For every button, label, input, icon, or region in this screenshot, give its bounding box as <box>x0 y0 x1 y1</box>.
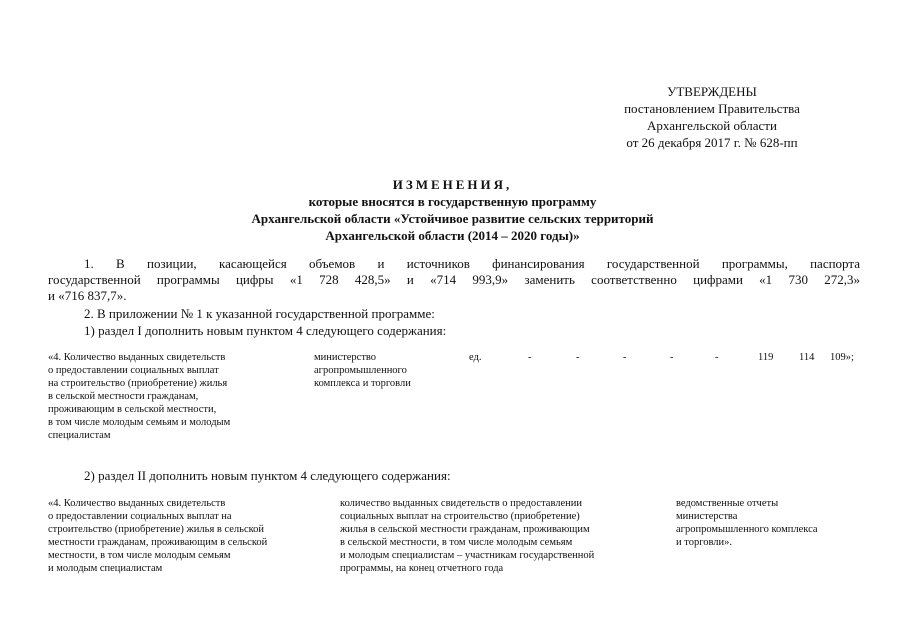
table-cell-line: о предоставлении социальных выплат <box>48 365 219 376</box>
approval-title: УТВЕРЖДЕНЫ <box>667 84 757 99</box>
table-cell-line: агропромышленного комплекса <box>676 524 818 535</box>
table-cell-line: министерство <box>314 352 377 363</box>
table2-method <box>340 497 594 575</box>
table1-value: - <box>623 352 627 363</box>
document-title <box>0 176 905 244</box>
title-heading: ИЗМЕНЕНИЯ, <box>392 177 513 192</box>
table-cell-line: и молодым специалистам – участникам государственной <box>340 550 595 561</box>
table1-indicator <box>48 351 230 442</box>
title-line: Архангельской области «Устойчивое развитие сельских территорий <box>251 211 654 226</box>
table1-value: 119 <box>758 352 774 363</box>
table-cell-line: проживающим в сельской местности, <box>48 404 217 415</box>
table-cell-line: в сельской местности, в том числе молодым семьям <box>340 537 573 548</box>
table-cell-line: строительство (приобретение) жилья в сельской <box>48 524 265 535</box>
paragraph-2: 2. В приложении № 1 к указанной государственной программе: <box>84 306 435 321</box>
paragraph-line: 1. В позиции, касающейся объемов и источников финансирования государственной программы, паспорта <box>84 256 860 271</box>
table1-value: - <box>670 352 674 363</box>
table1-unit: ед. <box>469 352 482 363</box>
table1-value: 109»; <box>830 352 854 363</box>
approval-date: от 26 декабря 2017 г. № 628-пп <box>626 135 798 150</box>
table-cell-line: и молодым специалистам <box>48 563 163 574</box>
table2-source <box>676 497 818 549</box>
table-cell-line: специалистам <box>48 430 111 441</box>
paragraph-4: 2) раздел II дополнить новым пунктом 4 следующего содержания: <box>84 468 451 483</box>
title-line: Архангельской области (2014 – 2020 годы)» <box>325 228 580 243</box>
table-cell-line: «4. Количество выданных свидетельств <box>48 352 226 363</box>
paragraph-line: и «716 837,7». <box>48 288 127 303</box>
table1-value: 114 <box>799 352 815 363</box>
table1-value: - <box>715 352 719 363</box>
table1-executor <box>314 351 411 390</box>
table-cell-line: местности гражданам, проживающим в сельской <box>48 537 268 548</box>
paragraph-3: 1) раздел I дополнить новым пунктом 4 следующего содержания: <box>84 323 447 338</box>
table-cell-line: ведомственные отчеты <box>676 498 779 509</box>
paragraph-1 <box>48 256 860 304</box>
table-cell-line: местности, в том числе молодым семьям <box>48 550 231 561</box>
table-cell-line: программы, на конец отчетного года <box>340 563 504 574</box>
table-cell-line: «4. Количество выданных свидетельств <box>48 498 226 509</box>
approval-line: Архангельской области <box>647 118 777 133</box>
table-cell-line: комплекса и торговли <box>314 378 411 389</box>
table-cell-line: и торговли». <box>676 537 733 548</box>
table1-value: - <box>528 352 532 363</box>
table1-value: - <box>576 352 580 363</box>
table-cell-line: количество выданных свидетельств о предоставлении <box>340 498 583 509</box>
table-cell-line: социальных выплат на строительство (приобретение) <box>340 511 580 522</box>
table-cell-line: в сельской местности гражданам, <box>48 391 199 402</box>
table-cell-line: агропромышленного <box>314 365 407 376</box>
paragraph-line: государственной программы цифры «1 728 428,5» и «714 993,9» заменить соответственно цифрами «1 730 272,3» <box>48 272 860 287</box>
approval-line: постановлением Правительства <box>624 101 800 116</box>
title-line: которые вносятся в государственную программу <box>308 194 597 209</box>
table2-indicator <box>48 497 267 575</box>
table-cell-line: на строительство (приобретение) жилья <box>48 378 228 389</box>
table-cell-line: в том числе молодым семьям и молодым <box>48 417 231 428</box>
table-cell-line: о предоставлении социальных выплат на <box>48 511 232 522</box>
table-cell-line: министерства <box>676 511 738 522</box>
approval-block <box>582 83 842 151</box>
table-cell-line: жилья в сельской местности гражданам, проживающим <box>340 524 590 535</box>
